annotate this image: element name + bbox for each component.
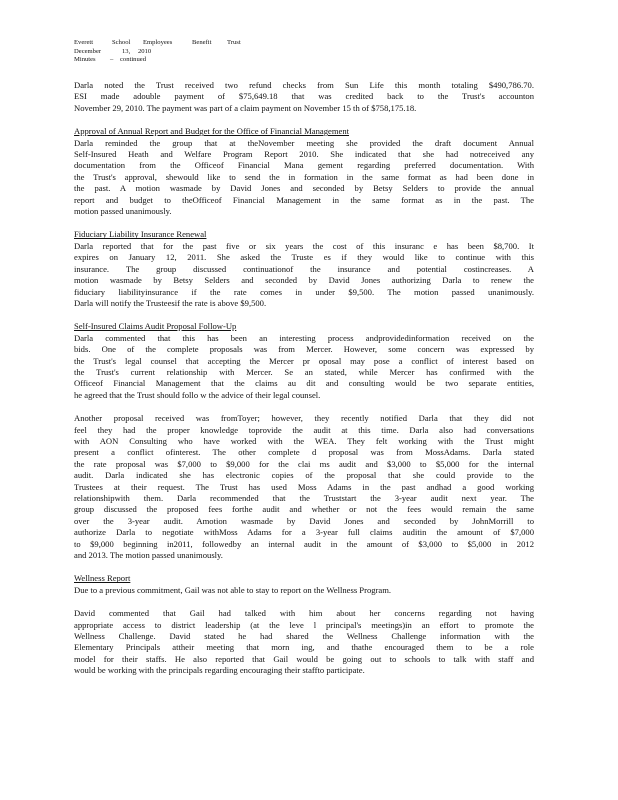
section: [74, 80, 534, 114]
text-line: motion passed unanimously.: [74, 206, 172, 217]
text-line: Another proposal received was fromToyer; however, they recently notified Darla that they did not: [74, 413, 534, 424]
header-word: Benefit: [192, 39, 212, 46]
header-word: 2010: [138, 47, 152, 55]
text-line: ESI made adouble payment of $75,649.18 that was credited back to the Trust's accounton: [74, 91, 534, 102]
text-line: feel they had the proper knowledge toprovide the audit at this time. Darla also had conversations: [74, 424, 534, 435]
text-line: insurance. The group discussed continuationof the insurance and potential costincreases. A: [74, 263, 534, 274]
text-line: over the 3-year audit. Amotion wasmade by David Jones and seconded by JohnMorrill to: [74, 515, 534, 526]
header-word: Employees: [143, 39, 173, 46]
header-word: December: [74, 47, 102, 55]
text-line: group discussed the proposed fees forthe audit and whether or not the fees would remain the same: [74, 504, 534, 515]
text-line: Darla reminded the group that at theNovember meeting she provided the draft document Annual: [74, 137, 534, 148]
text-line: report and budget to theOfficeof Financial Management in the same format as in the past. The: [74, 194, 534, 205]
text-line: expires on January 12, 2011. She asked the Truste es if they would like to continue with this: [74, 252, 534, 263]
section-heading: Approval of Annual Report and Budget for the Office of Financial Management: [74, 126, 350, 137]
text-line: model for their staffs. He also reported that Gail would be going out to schools to talk with staff and: [74, 653, 534, 664]
section-gap: [74, 217, 534, 229]
text-line: present a conflict ofinterest. The other complete d proposal was from MossAdams. Darla stated: [74, 447, 534, 458]
text-line: appropriate access to district leadership (at the leve l principal's meetings)in an effort to promote the: [74, 619, 534, 630]
section-gap: [74, 309, 534, 321]
section: [74, 229, 534, 309]
header-line-1: [74, 39, 241, 48]
section-heading: Fiduciary Liability Insurance Renewal: [74, 229, 207, 240]
header-word: Minutes: [74, 56, 96, 64]
text-line: Elementary Principals attheir meeting that morn ing, and thathe encouraged them to be a role: [74, 642, 534, 653]
text-line: relationshipwith them. Darla recommended that the Truststart the 3-year audit next year. The: [74, 493, 534, 503]
text-line: Darla will notify the Trusteesif the rate is above $9,500.: [74, 297, 267, 308]
section: [74, 573, 534, 596]
text-line: Self-Insured Heath and Welfare Program Report 2010. She indicated that she had notreceived any: [74, 149, 534, 160]
minutes-body: [74, 80, 534, 677]
header-word: –: [110, 56, 114, 64]
section: [74, 413, 534, 561]
text-line: Due to a previous commitment, Gail was not able to stay to report on the Wellness Program.: [74, 584, 392, 595]
text-line: David commented that Gail had talked with him about her concerns regarding not having: [74, 608, 534, 619]
text-line: authorize Darla to negotiate withMoss Adams for a 3-year full claims auditin the amount of $7,000: [74, 527, 534, 538]
header-word: Everett: [74, 39, 94, 46]
text-line: with AON Consulting who have worked with the WEA. They felt working with the Trust might: [74, 435, 534, 446]
section-gap: [74, 114, 534, 126]
section: [74, 321, 534, 401]
text-line: the rate proposal was $7,000 to $9,000 for the clai ms audit and $3,000 to $5,000 for the internal: [74, 458, 534, 469]
page-header: [74, 39, 241, 65]
text-line: the Trust's legal counsel that accepting the Mercer pr oposal may pose a conflict of interest based on: [74, 355, 534, 366]
text-line: fiduciary liabilityinsurance if the rate comes in under $9,500. The motion passed unanimously.: [74, 286, 534, 297]
text-line: the past. A motion wasmade by David Jones and seconded by Betsy Selders to provide the annual: [74, 183, 534, 194]
header-word: Trust: [227, 39, 241, 46]
text-line: Darla reported that for the past five or six years the cost of this insuranc e has been $8,700. It: [74, 240, 534, 251]
text-line: audit. Darla indicated she has electronic copies of the proposal that she could provide to the: [74, 470, 534, 481]
text-line: November 29, 2010. The payment was part of a claim payment on November 15 th of $758,175.18.: [74, 102, 417, 113]
text-line: Darla noted the Trust received two refund checks from Sun Life this month totaling $490,786.70.: [74, 80, 534, 90]
text-line: Officeof Financial Management that the claims au dit and consulting would be two separate entities,: [74, 378, 534, 389]
section-heading: Self-Insured Claims Audit Proposal Follow-Up: [74, 321, 237, 332]
text-line: documentation from the Officeof Financial Mana gement regarding preferred documentation. With: [74, 160, 534, 171]
text-line: Wellness Challenge. David stated he had shared the Wellness Challenge information with the: [74, 631, 534, 642]
header-word: continued: [120, 56, 147, 64]
text-line: the Trust's current relationship with Mercer. Se an stated, while Mercer has confirmed with the: [74, 366, 534, 377]
text-line: motion wasmade by Betsy Selders and seconded by David Jones authorizing Darla to renew the: [74, 275, 534, 286]
text-line: to $9,000 beginning in2011, followedby an internal audit in the amount of $3,000 to $5,000 in 2012: [74, 538, 534, 549]
text-line: Trustees at their request. The Trust has used Moss Adams in the past andhad a good working: [74, 481, 534, 492]
text-line: and 2013. The motion passed unanimously.: [74, 550, 223, 561]
section: [74, 126, 534, 217]
text-line: bids. One of the complete proposals was from Mercer. However, some concern was expressed by: [74, 344, 534, 355]
header-line-3: [74, 56, 241, 65]
text-line: he agreed that the Trust should follo w the advice of their legal counsel.: [74, 389, 321, 400]
section-gap: [74, 561, 534, 573]
header-word: School: [112, 39, 131, 46]
header-line-2: [74, 48, 241, 57]
text-line: would be working with the principals regarding encouraging their staffto participate.: [74, 665, 365, 676]
text-line: the Trust's approval, shewould like to send the in formation in the same format as had been done in: [74, 171, 534, 182]
text-line: Darla commented that this has been an interesting process andprovidedinformation received on the: [74, 332, 534, 343]
header-word: 13,: [122, 47, 131, 55]
section-gap: [74, 596, 534, 608]
section-heading: Wellness Report: [74, 573, 131, 584]
section-gap: [74, 401, 534, 413]
section: [74, 608, 534, 676]
